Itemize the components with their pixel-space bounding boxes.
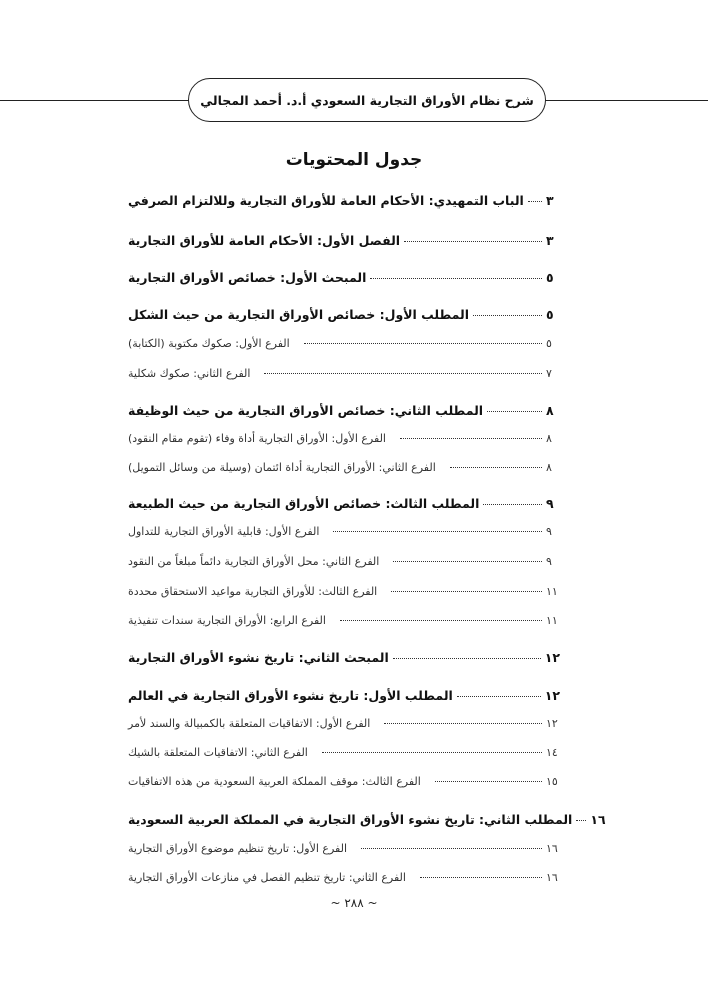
toc-entry[interactable] bbox=[128, 461, 560, 474]
toc-entry-label: المبحث الثاني: تاريخ نشوء الأوراق التجارية bbox=[128, 650, 389, 665]
toc-entry-label: المطلب الأول: خصائص الأوراق التجارية من حيث الشكل bbox=[128, 307, 470, 322]
toc-entry-label: الباب التمهيدي: الأحكام العامة للأوراق التجارية وللالتزام الصرفي bbox=[128, 193, 524, 208]
dot-leader bbox=[264, 373, 542, 374]
toc-entry-label: الفرع الثاني: محل الأوراق التجارية دائماً مبلغاً من النقود bbox=[128, 555, 380, 568]
toc-entry-page: ١٥ bbox=[546, 775, 558, 788]
dot-leader bbox=[528, 201, 542, 202]
toc-entry[interactable] bbox=[128, 812, 606, 827]
toc-entry[interactable] bbox=[128, 775, 560, 788]
dot-leader bbox=[322, 752, 542, 753]
dot-leader bbox=[435, 781, 542, 782]
toc-entry-page: ٨ bbox=[546, 461, 552, 474]
toc-entry-page: ٨ bbox=[546, 432, 552, 445]
toc-entry-label: الفرع الأول: تاريخ تنظيم موضوع الأوراق التجارية bbox=[128, 842, 348, 855]
dot-leader bbox=[576, 820, 586, 821]
toc-entry-page: ١٢ bbox=[546, 717, 558, 730]
dot-leader bbox=[384, 723, 542, 724]
toc-entry-page: ١٦ bbox=[546, 871, 558, 884]
toc-entry[interactable] bbox=[128, 555, 560, 568]
toc-entry-page: ١١ bbox=[546, 614, 558, 627]
toc-entry-label: الفرع الأول: صكوك مكتوبة (الكتابة) bbox=[128, 337, 290, 350]
dot-leader bbox=[361, 848, 542, 849]
dot-leader bbox=[487, 411, 542, 412]
toc-entry-label: الفرع الأول: الأوراق التجارية أداة وفاء (تقوم مقام النقود) bbox=[128, 432, 386, 445]
toc-entry-label: المبحث الأول: خصائص الأوراق التجارية bbox=[128, 270, 367, 285]
toc-entry-label: المطلب الثاني: تاريخ نشوء الأوراق التجارية في المملكة العربية السعودية bbox=[128, 812, 573, 827]
toc-entry-label: الفرع الثاني: الاتفاقيات المتعلقة بالشيك bbox=[128, 746, 308, 759]
toc-entry-page: ١٤ bbox=[546, 746, 558, 759]
toc-entry[interactable] bbox=[128, 650, 560, 665]
dot-leader bbox=[483, 504, 542, 505]
dot-leader bbox=[404, 241, 542, 242]
toc-entry[interactable] bbox=[128, 403, 560, 418]
toc-entry[interactable] bbox=[128, 842, 560, 855]
toc-entry[interactable] bbox=[128, 307, 560, 322]
toc-entry-label: الفرع الرابع: الأوراق التجارية سندات تنفيذية bbox=[128, 614, 326, 627]
dot-leader bbox=[304, 343, 542, 344]
toc-entry-page: ١٢ bbox=[544, 688, 560, 703]
toc-entry[interactable] bbox=[128, 717, 560, 730]
toc-entry-page: ٥ bbox=[546, 307, 554, 322]
toc-entry-page: ٣ bbox=[546, 193, 554, 208]
dot-leader bbox=[400, 438, 542, 439]
toc-entry-page: ١٢ bbox=[544, 650, 560, 665]
toc-entry-page: ١٦ bbox=[590, 812, 606, 827]
toc-entry-label: المطلب الأول: تاريخ نشوء الأوراق التجارية في العالم bbox=[128, 688, 453, 703]
toc-entry-label: الفرع الأول: الاتفاقيات المتعلقة بالكمبيالة والسند لأمر bbox=[128, 717, 371, 730]
toc-entry-label: الفرع الأول: قابلية الأوراق التجارية للتداول bbox=[128, 525, 320, 538]
header-rule-left bbox=[0, 100, 190, 101]
dot-leader bbox=[391, 591, 542, 592]
toc-entry[interactable] bbox=[128, 525, 560, 538]
toc-entry[interactable] bbox=[128, 688, 560, 703]
toc-title: جدول المحتويات bbox=[285, 150, 423, 170]
toc-entry-page: ٩ bbox=[546, 555, 552, 568]
toc-entry[interactable] bbox=[128, 432, 560, 445]
dot-leader bbox=[393, 561, 542, 562]
dot-leader bbox=[450, 467, 542, 468]
toc-entry-page: ١٦ bbox=[546, 842, 558, 855]
toc-entry-page: ٣ bbox=[546, 233, 554, 248]
dot-leader bbox=[393, 658, 541, 659]
toc-entry[interactable] bbox=[128, 585, 560, 598]
toc-entry[interactable] bbox=[128, 367, 560, 380]
toc-entry-page: ٥ bbox=[546, 270, 554, 285]
dot-leader bbox=[340, 620, 542, 621]
dot-leader bbox=[473, 315, 542, 316]
toc-entry-label: الفرع الثالث: للأوراق التجارية مواعيد الاستحقاق محددة bbox=[128, 585, 378, 598]
toc-entry-page: ٨ bbox=[546, 403, 554, 418]
toc-entry[interactable] bbox=[128, 614, 560, 627]
toc-entry[interactable] bbox=[128, 193, 560, 208]
toc-entry-label: الفرع الثالث: موقف المملكة العربية السعودية من هذه الاتفاقيات bbox=[128, 775, 421, 788]
header-rule-right bbox=[545, 100, 708, 101]
toc-entry-label: الفرع الثاني: صكوك شكلية bbox=[128, 367, 251, 380]
dot-leader bbox=[457, 696, 541, 697]
toc-entry[interactable] bbox=[128, 270, 560, 285]
toc-entry-page: ٩ bbox=[546, 525, 552, 538]
toc-entry-label: المطلب الثالث: خصائص الأوراق التجارية من حيث الطبيعة bbox=[128, 496, 480, 511]
dot-leader bbox=[420, 877, 542, 878]
toc-entry-page: ٥ bbox=[546, 337, 552, 350]
toc-entry[interactable] bbox=[128, 496, 560, 511]
dot-leader bbox=[370, 278, 542, 279]
toc-entry[interactable] bbox=[128, 871, 560, 884]
toc-entry[interactable] bbox=[128, 746, 560, 759]
toc-entry[interactable] bbox=[128, 337, 560, 350]
toc-entry-page: ٧ bbox=[546, 367, 552, 380]
running-header bbox=[188, 78, 546, 122]
toc-entry-label: المطلب الثاني: خصائص الأوراق التجارية من حيث الوظيفة bbox=[128, 403, 484, 418]
toc-entry-label: الفصل الأول: الأحكام العامة للأوراق التجارية bbox=[128, 233, 401, 248]
running-title: شرح نظام الأوراق التجارية السعودي أ.د. أحمد المجالي bbox=[200, 92, 534, 108]
toc-entry[interactable] bbox=[128, 233, 560, 248]
toc-entry-page: ١١ bbox=[546, 585, 558, 598]
toc-entry-label: الفرع الثاني: تاريخ تنظيم الفصل في منازعات الأوراق التجارية bbox=[128, 871, 406, 884]
page-number: ~ ٢٨٨ ~ bbox=[330, 896, 378, 910]
toc-entry-label: الفرع الثاني: الأوراق التجارية أداة ائتمان (وسيلة من وسائل التمويل) bbox=[128, 461, 436, 474]
dot-leader bbox=[333, 531, 542, 532]
toc-entry-page: ٩ bbox=[546, 496, 554, 511]
